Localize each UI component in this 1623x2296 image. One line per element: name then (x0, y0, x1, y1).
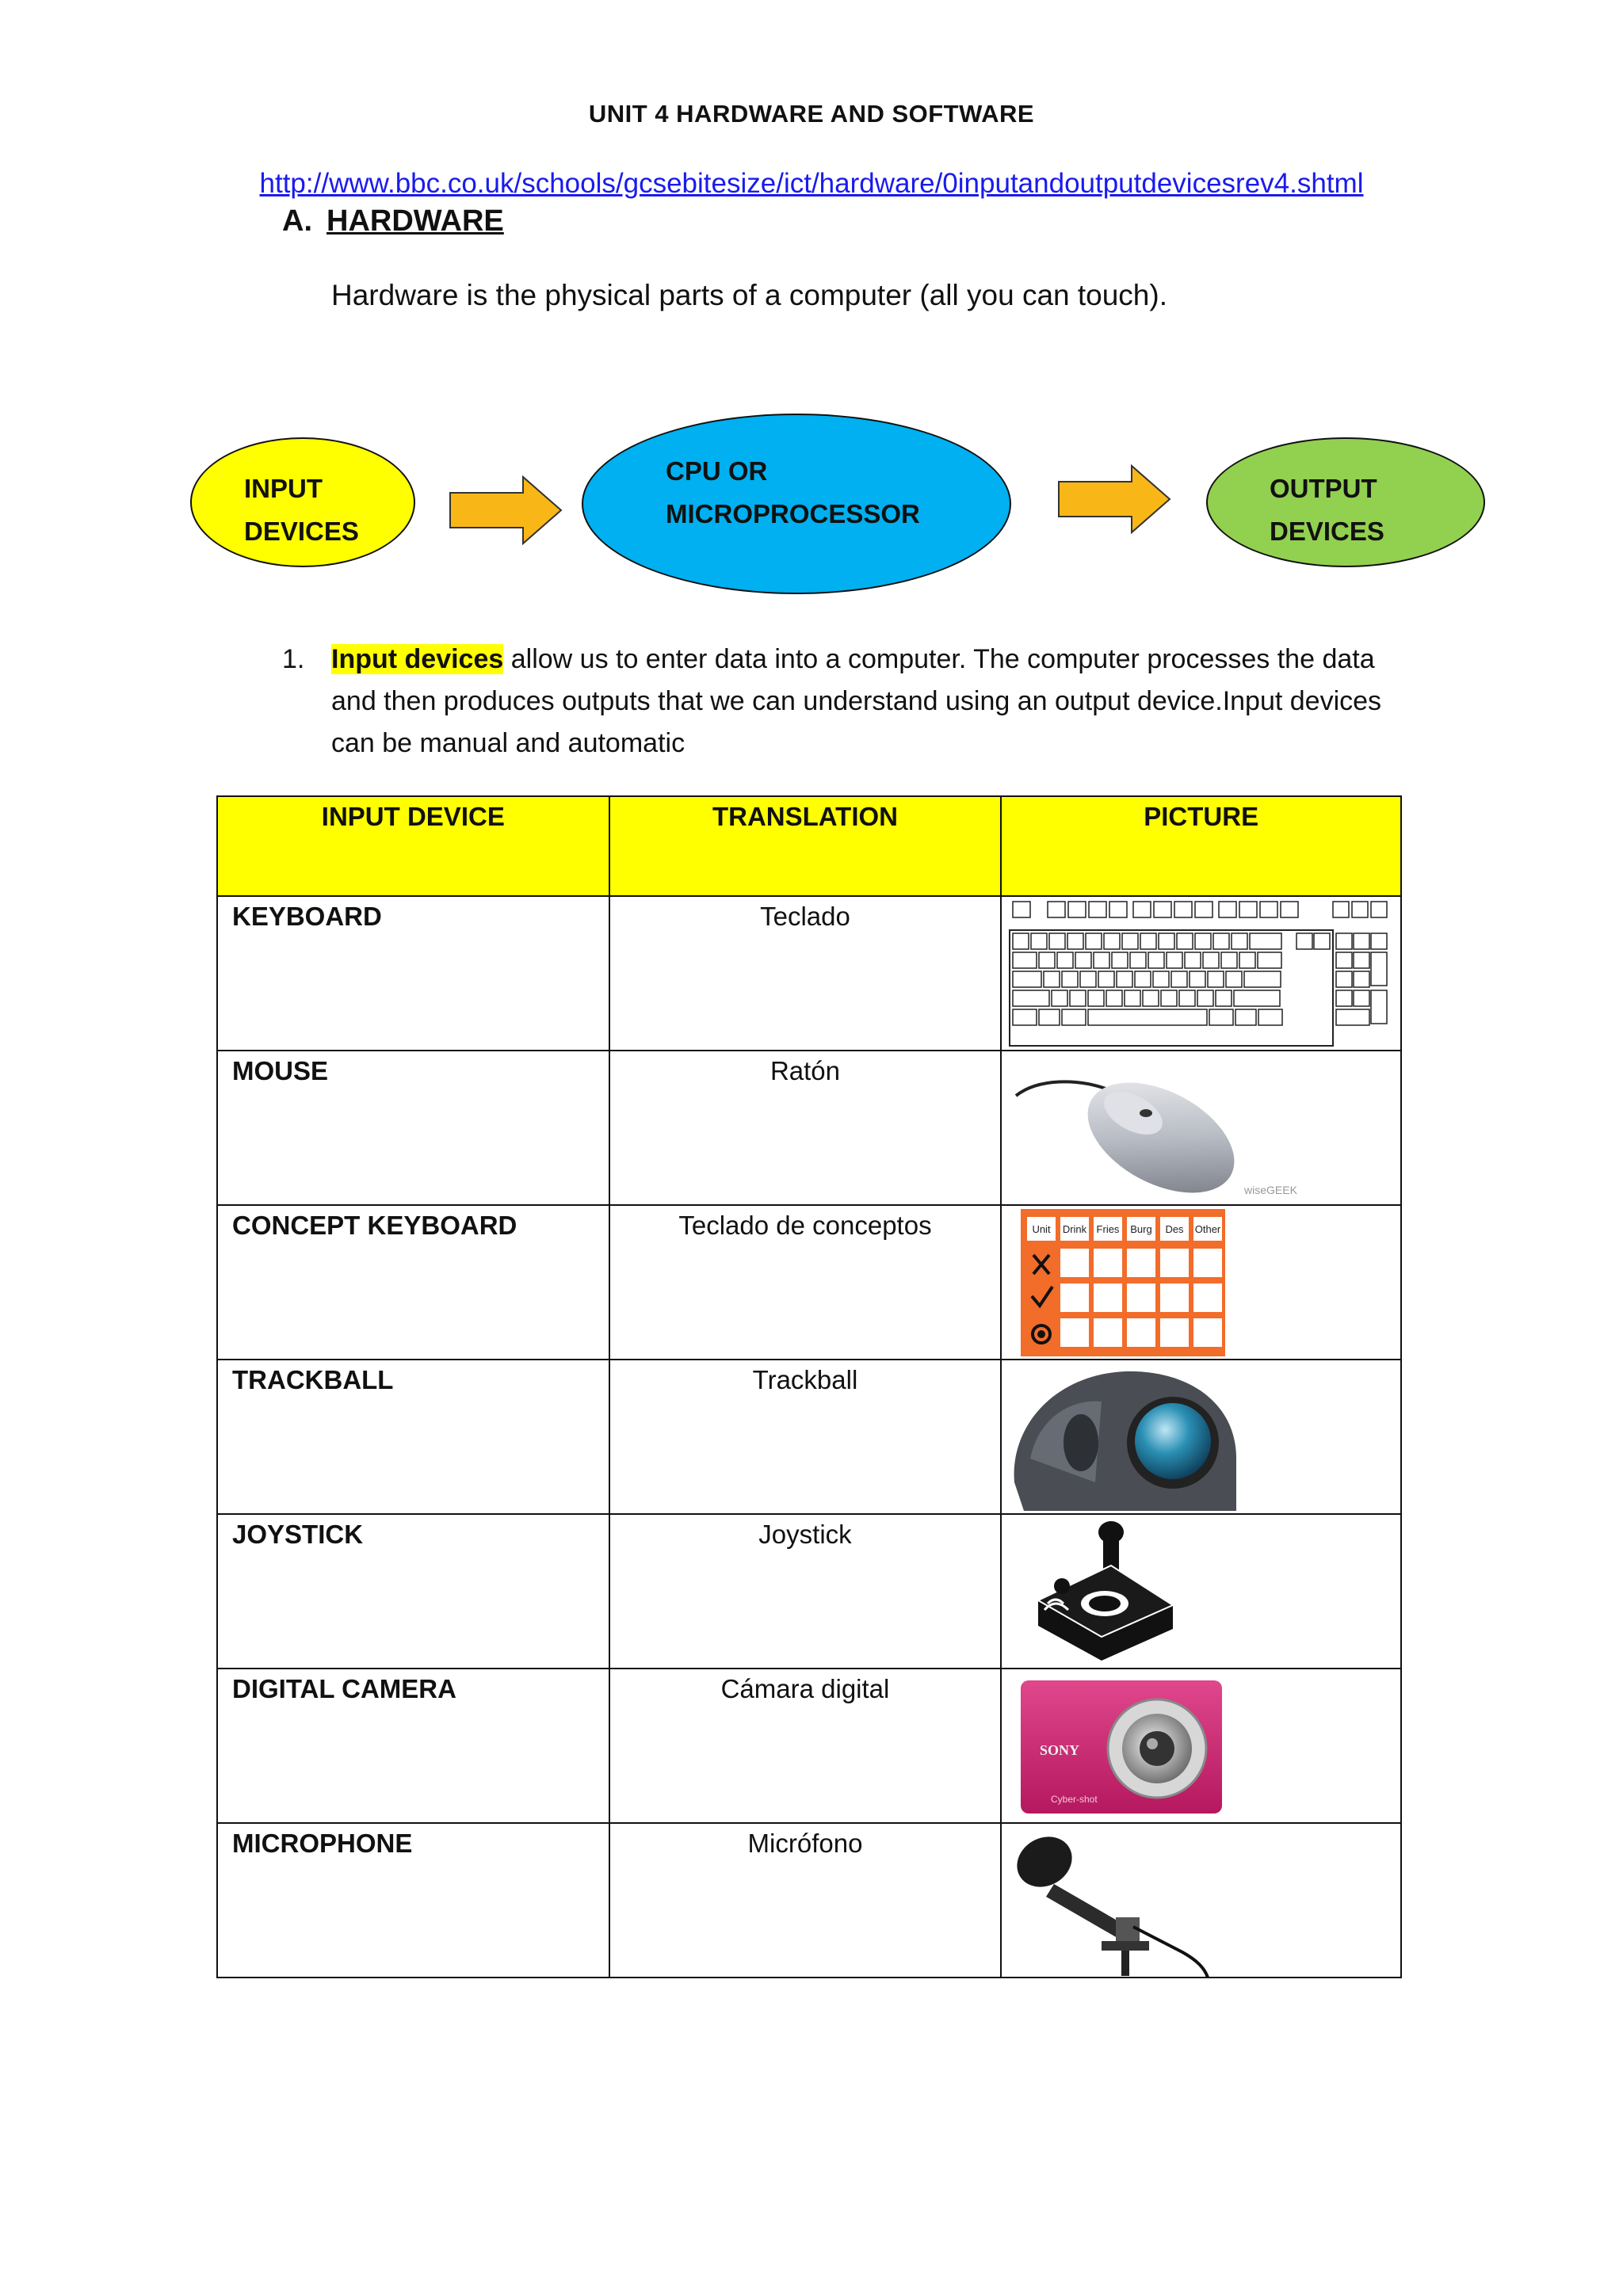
trackball-image (1006, 1363, 1244, 1511)
table-header-row (217, 796, 1401, 896)
table-row (217, 896, 1401, 1051)
device-name: MICROPHONE (232, 1829, 413, 1858)
device-translation: Teclado (760, 902, 850, 931)
input-devices-paragraph (282, 639, 1407, 765)
output-oval-line-2: DEVICES (1270, 517, 1384, 546)
keyboard-image (1006, 900, 1396, 1047)
header-input-device: INPUT DEVICE (217, 796, 609, 896)
microphone-image (1006, 1827, 1244, 1978)
header-translation: TRANSLATION (609, 796, 1002, 896)
joystick-image (1006, 1518, 1244, 1665)
device-name: CONCEPT KEYBOARD (232, 1211, 517, 1240)
concept-keyboard-image (1006, 1209, 1228, 1356)
arrow-right-icon (449, 474, 564, 547)
section-label: HARDWARE (327, 204, 504, 238)
input-oval-line-2: DEVICES (244, 517, 359, 546)
device-name: DIGITAL CAMERA (232, 1674, 456, 1703)
device-translation: Teclado de conceptos (678, 1211, 932, 1240)
reference-link[interactable]: http://www.bbc.co.uk/schools/gcsebitesize/ict/hardware/0inputandoutputdevicesrev4.shtml (259, 168, 1364, 199)
input-oval-line-1: INPUT (244, 474, 323, 503)
table-row (217, 1514, 1401, 1669)
cpu-oval (582, 414, 1011, 594)
device-translation: Ratón (769, 1056, 841, 1085)
document-title: UNIT 4 HARDWARE AND SOFTWARE (588, 100, 1035, 128)
concept-key-label: Fries (1096, 1223, 1120, 1235)
device-name: JOYSTICK (232, 1520, 364, 1549)
camera-brand: SONY (1040, 1742, 1080, 1758)
table-row (217, 1205, 1401, 1360)
output-oval-line-1: OUTPUT (1270, 474, 1377, 503)
cpu-oval-line-1: CPU OR (666, 456, 768, 486)
input-devices-oval (190, 437, 415, 567)
concept-key-label: Drink (1063, 1223, 1087, 1235)
header-picture: PICTURE (1001, 796, 1401, 896)
camera-image (1006, 1672, 1244, 1820)
table-row (217, 1669, 1401, 1823)
device-name: TRACKBALL (232, 1365, 394, 1394)
cpu-oval-line-2: MICROPROCESSOR (666, 499, 920, 528)
intro-sentence: Hardware is the physical parts of a computer (all you can touch). (331, 279, 1167, 311)
concept-key-label: Unit (1032, 1223, 1051, 1235)
concept-key-label: Des (1165, 1223, 1184, 1235)
input-devices-table (216, 795, 1402, 1978)
device-name: KEYBOARD (232, 902, 382, 931)
section-letter: A. (282, 204, 312, 238)
mouse-image (1006, 1055, 1308, 1202)
table-row (217, 1051, 1401, 1205)
list-number: 1. (282, 644, 305, 674)
device-name: MOUSE (232, 1056, 329, 1085)
device-translation: Micrófono (747, 1829, 863, 1858)
table-row (217, 1823, 1401, 1978)
device-translation: Joystick (758, 1520, 852, 1549)
arrow-right-icon (1057, 463, 1173, 536)
highlighted-term: Input devices (331, 644, 504, 674)
paragraph-text: allow us to enter data into a computer. The computer processes the data and then produces outputs that we can understand using an output device.Input devices can be manual and automatic (331, 644, 1382, 758)
mouse-watermark: wiseGEEK (1244, 1184, 1298, 1196)
concept-key-label: Burg (1130, 1223, 1153, 1235)
camera-model: Cyber-shot (1051, 1794, 1098, 1805)
table-row (217, 1360, 1401, 1514)
device-translation: Cámara digital (720, 1674, 890, 1703)
device-translation: Trackball (752, 1365, 858, 1394)
section-heading (282, 204, 504, 238)
output-devices-oval (1206, 437, 1485, 567)
concept-key-label: Other (1195, 1223, 1221, 1235)
